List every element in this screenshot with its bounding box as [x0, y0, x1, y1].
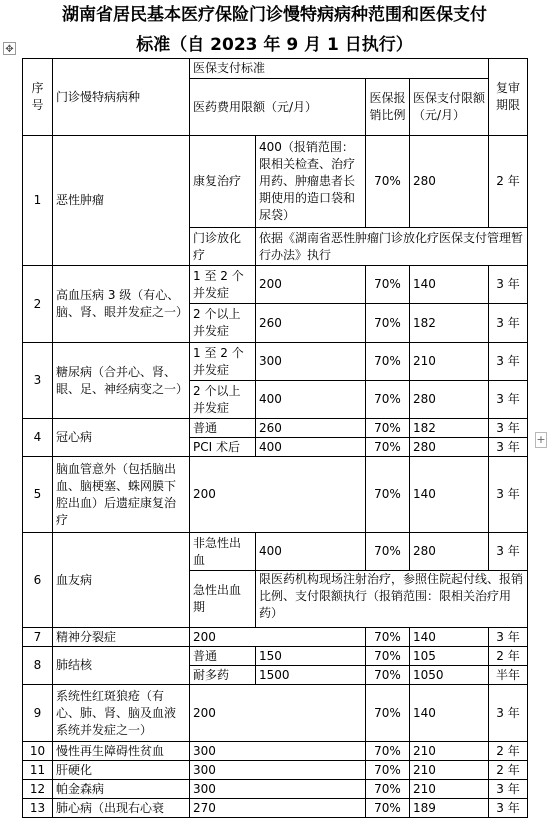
pay-limit: 280 — [410, 136, 489, 228]
review-period: 3 年 — [489, 457, 528, 533]
row-no: 6 — [23, 533, 53, 628]
row-no: 8 — [23, 647, 53, 685]
sub-label: 门诊放化疗 — [190, 228, 256, 266]
fee-limit: 200 — [190, 457, 366, 533]
table-row — [23, 799, 528, 818]
header-ratio: 医保报销比例 — [366, 79, 410, 136]
ratio: 70% — [366, 780, 410, 799]
row-no: 13 — [23, 799, 53, 818]
sub-note: 限医药机构现场注射治疗，参照住院起付线、报销比例、支付限额执行（报销范围：限相关治疗用药） — [256, 571, 528, 628]
sub-label: 2 个以上并发症 — [190, 304, 256, 343]
ratio: 70% — [366, 136, 410, 228]
disease-name: 高血压病 3 级（有心、脑、肾、眼并发症之一） — [53, 266, 190, 343]
row-no: 12 — [23, 780, 53, 799]
table-row — [23, 266, 528, 304]
row-no: 7 — [23, 628, 53, 647]
pay-limit: 210 — [410, 761, 489, 780]
ratio: 70% — [366, 533, 410, 571]
pay-limit: 182 — [410, 304, 489, 343]
add-column-icon[interactable]: + — [536, 433, 546, 446]
table-row — [23, 419, 528, 438]
row-no: 3 — [23, 343, 53, 419]
row-no: 5 — [23, 457, 53, 533]
fee-limit: 200 — [256, 266, 366, 304]
row-no: 2 — [23, 266, 53, 343]
review-period: 3 年 — [489, 799, 528, 818]
row-no: 9 — [23, 685, 53, 742]
disease-name: 系统性红斑狼疮（有心、肺、肾、脑及血液系统并发症之一） — [53, 685, 190, 742]
ratio: 70% — [366, 381, 410, 419]
table-move-handle-icon[interactable]: ✥ — [3, 42, 16, 55]
table-row — [23, 685, 528, 742]
review-period: 3 年 — [489, 266, 528, 304]
sub-label: 2 个以上并发症 — [190, 381, 256, 419]
fee-limit: 270 — [190, 799, 366, 818]
ratio: 70% — [366, 457, 410, 533]
pay-limit: 105 — [410, 647, 489, 666]
disease-table — [22, 58, 528, 818]
document-title-line-2: 标准（自 2023 年 9 月 1 日执行） — [136, 35, 413, 55]
row-no: 4 — [23, 419, 53, 457]
fee-limit: 400 — [256, 438, 366, 457]
disease-name: 糖尿病（合并心、肾、眼、足、神经病变之一） — [53, 343, 190, 419]
fee-limit: 300 — [190, 761, 366, 780]
fee-limit: 200 — [190, 628, 366, 647]
ratio: 70% — [366, 628, 410, 647]
fee-limit: 200 — [190, 685, 366, 742]
disease-name: 肺心病（出现右心衰 — [53, 799, 190, 818]
review-period: 3 年 — [489, 533, 528, 571]
review-period: 2 年 — [489, 647, 528, 666]
ratio: 70% — [366, 438, 410, 457]
sub-label: 急性出血期 — [190, 571, 256, 628]
pay-limit: 210 — [410, 742, 489, 761]
ratio: 70% — [366, 666, 410, 685]
pay-limit: 210 — [410, 780, 489, 799]
fee-limit: 300 — [256, 343, 366, 381]
fee-limit: 260 — [256, 419, 366, 438]
fee-limit: 400 — [256, 381, 366, 419]
ratio: 70% — [366, 761, 410, 780]
pay-limit: 280 — [410, 438, 489, 457]
review-period: 2 年 — [489, 136, 528, 228]
row-no: 11 — [23, 761, 53, 780]
header-pay-limit: 医保支付限额（元/月） — [410, 79, 489, 136]
fee-limit: 260 — [256, 304, 366, 343]
ratio: 70% — [366, 304, 410, 343]
table-row — [23, 533, 528, 571]
fee-limit: 400（报销范围：限相关检查、治疗用药、肿瘤患者长期使用的造口袋和尿袋） — [256, 136, 366, 228]
disease-name: 肝硬化 — [53, 761, 190, 780]
ratio: 70% — [366, 266, 410, 304]
fee-limit: 1500 — [256, 666, 366, 685]
sub-label: 康复治疗 — [190, 136, 256, 228]
pay-limit: 1050 — [410, 666, 489, 685]
disease-name: 帕金森病 — [53, 780, 190, 799]
table-row — [23, 343, 528, 381]
table-row — [23, 761, 528, 780]
ratio: 70% — [366, 343, 410, 381]
row-no: 1 — [23, 136, 53, 266]
disease-name: 脑血管意外（包括脑出血、脑梗塞、蛛网膜下腔出血）后遗症康复治疗 — [53, 457, 190, 533]
pay-limit: 140 — [410, 266, 489, 304]
ratio: 70% — [366, 419, 410, 438]
pay-limit: 140 — [410, 457, 489, 533]
review-period: 3 年 — [489, 685, 528, 742]
table-row — [23, 136, 528, 228]
review-period: 3 年 — [489, 381, 528, 419]
review-period: 3 年 — [489, 304, 528, 343]
ratio: 70% — [366, 799, 410, 818]
review-period: 3 年 — [489, 343, 528, 381]
fee-limit: 300 — [190, 742, 366, 761]
document-title-line-1: 湖南省居民基本医疗保险门诊慢特病病种范围和医保支付 — [62, 5, 487, 25]
header-no: 序号 — [23, 59, 53, 136]
table-row — [23, 457, 528, 533]
sub-label: 非急性出血 — [190, 533, 256, 571]
review-period: 2 年 — [489, 742, 528, 761]
review-period: 3 年 — [489, 780, 528, 799]
row-no: 10 — [23, 742, 53, 761]
review-period: 2 年 — [489, 761, 528, 780]
sub-note: 依据《湖南省恶性肿瘤门诊放化疗医保支付管理暂行办法》执行 — [256, 228, 528, 266]
pay-limit: 189 — [410, 799, 489, 818]
sub-label: 普通 — [190, 419, 256, 438]
sub-label: 1 至 2 个并发症 — [190, 343, 256, 381]
fee-limit: 300 — [190, 780, 366, 799]
pay-limit: 140 — [410, 628, 489, 647]
header-disease: 门诊慢特病病种 — [53, 59, 190, 136]
pay-limit: 140 — [410, 685, 489, 742]
sub-label: 普通 — [190, 647, 256, 666]
header-pay-standard: 医保支付标准 — [190, 59, 489, 79]
review-period: 半年 — [489, 666, 528, 685]
review-period: 3 年 — [489, 438, 528, 457]
disease-name: 血友病 — [53, 533, 190, 628]
table-row — [23, 647, 528, 666]
pay-limit: 182 — [410, 419, 489, 438]
disease-name: 肺结核 — [53, 647, 190, 685]
fee-limit: 400 — [256, 533, 366, 571]
disease-name: 慢性再生障碍性贫血 — [53, 742, 190, 761]
header-review: 复审期限 — [489, 59, 528, 136]
table-row — [23, 780, 528, 799]
ratio: 70% — [366, 742, 410, 761]
pay-limit: 210 — [410, 343, 489, 381]
header-fee-limit: 医药费用限额（元/月） — [190, 79, 366, 136]
table-row — [23, 628, 528, 647]
review-period: 3 年 — [489, 419, 528, 438]
table-row — [23, 742, 528, 761]
header-row-1 — [23, 59, 528, 79]
pay-limit: 280 — [410, 381, 489, 419]
pay-limit: 280 — [410, 533, 489, 571]
sub-label: 耐多药 — [190, 666, 256, 685]
review-period: 3 年 — [489, 628, 528, 647]
sub-label: 1 至 2 个并发症 — [190, 266, 256, 304]
ratio: 70% — [366, 647, 410, 666]
ratio: 70% — [366, 685, 410, 742]
disease-name: 精神分裂症 — [53, 628, 190, 647]
disease-name: 冠心病 — [53, 419, 190, 457]
sub-label: PCI 术后 — [190, 438, 256, 457]
disease-name: 恶性肿瘤 — [53, 136, 190, 266]
fee-limit: 150 — [256, 647, 366, 666]
